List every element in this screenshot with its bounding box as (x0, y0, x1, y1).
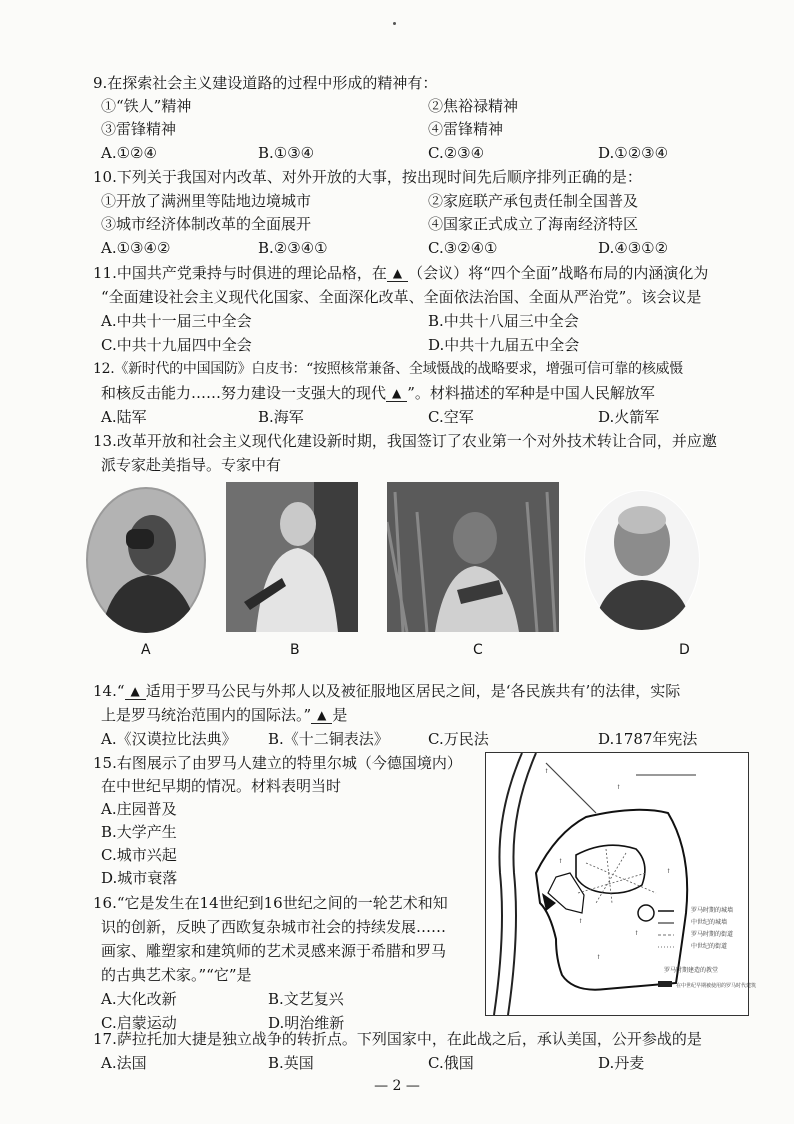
q13-line2: 派专家赴美指导。专家中有 (101, 456, 282, 474)
q10-option-b[interactable]: B.②③④① (258, 239, 328, 257)
map-legend-roman-street: 罗马时期的街道 (691, 931, 734, 938)
portrait-c-image (387, 482, 559, 632)
q13-line1: 13.改革开放和社会主义现代化建设新时期，我国签订了农业第一个对外技术转让合同，并应邀 (93, 432, 717, 450)
q17-option-d[interactable]: D.丹麦 (598, 1054, 645, 1072)
q15-option-c[interactable]: C.城市兴起 (101, 846, 177, 864)
q10-item-2: ②家庭联产承包责任制全国普及 (428, 192, 639, 210)
q10-option-d[interactable]: D.④③①② (598, 239, 669, 257)
q14-option-b[interactable]: B.《十二铜表法》 (268, 730, 389, 748)
q16-line4: 的古典艺术家。”“它”是 (101, 966, 252, 984)
q10-stem: 10.下列关于我国对内改革、对外开放的大事，按出现时间先后顺序排列正确的是： (93, 168, 642, 186)
q16-option-b[interactable]: B.文艺复兴 (268, 990, 344, 1008)
q15-option-a[interactable]: A.庄园普及 (101, 800, 177, 818)
portrait-photo-b[interactable] (226, 482, 358, 632)
q9-item-2: ②焦裕禄精神 (428, 97, 519, 115)
svg-text:↑: ↑ (596, 954, 602, 961)
q9-option-c[interactable]: C.②③④ (428, 144, 485, 162)
svg-text:↑: ↑ (666, 868, 672, 875)
q16-option-d[interactable]: D.明治维新 (268, 1014, 345, 1032)
q16-option-a[interactable]: A.大化改新 (101, 990, 177, 1008)
q11-line1: 11.中国共产党秉持与时俱进的理论品格，在 ▲ （会议）将“四个全面”战略布局的内涵演化为 (93, 264, 709, 282)
q14-line1: 14.“ ▲ 适用于罗马公民与外邦人以及被征服地区居民之间，是‘各民族共有’的法律，实际 (93, 682, 681, 700)
q17-option-b[interactable]: B.英国 (268, 1054, 314, 1072)
q14-option-d[interactable]: D.1787年宪法 (598, 730, 698, 748)
portrait-a-image (86, 487, 206, 633)
q14-blank-2: ▲ (311, 707, 332, 724)
trier-map-drawing (486, 753, 748, 1015)
q9-option-d[interactable]: D.①②③④ (598, 144, 669, 162)
q15-line2: 在中世纪早期的情况。材料表明当时 (101, 777, 342, 795)
q12-blank: ▲ (386, 385, 407, 402)
q10-item-3: ③城市经济体制改革的全面展开 (101, 215, 312, 233)
q16-line3: 画家、雕塑家和建筑师的艺术灵感来源于希腊和罗马 (101, 942, 447, 960)
q16-line2: 识的创新，反映了西欧复杂城市社会的持续发展…… (101, 918, 447, 936)
map-legend-medieval-street: 中世纪的街道 (691, 943, 728, 950)
map-legend-roman-building: 在中世纪早期被使用的罗马时代建筑 (676, 983, 757, 989)
q12-option-b[interactable]: B.海军 (258, 408, 304, 426)
q11-blank: ▲ (387, 265, 408, 282)
q9-item-4: ④雷锋精神 (428, 120, 504, 138)
svg-text:↑: ↑ (634, 930, 640, 937)
q9-option-a[interactable]: A.①②④ (101, 144, 157, 162)
q16-line1: 16.“它是发生在14世纪到16世纪之间的一轮艺术和知 (93, 894, 448, 912)
portrait-photo-a[interactable] (86, 487, 206, 633)
svg-text:↑: ↑ (544, 768, 550, 775)
q9-item-1: ①“铁人”精神 (101, 97, 192, 115)
q15-option-d[interactable]: D.城市衰落 (101, 869, 178, 887)
q11-option-a[interactable]: A.中共十一届三中全会 (101, 312, 252, 330)
q9-item-3: ③雷锋精神 (101, 120, 177, 138)
q10-item-4: ④国家正式成立了海南经济特区 (428, 215, 639, 233)
top-dot (393, 22, 396, 25)
map-legend-medieval-wall: 中世纪的城墙 (691, 919, 728, 926)
portrait-d-image (584, 490, 700, 630)
q17-option-c[interactable]: C.俄国 (428, 1054, 474, 1072)
q10-item-1: ①开放了满洲里等陆地边境城市 (101, 192, 312, 210)
q14-line2: 上是罗马统治范围内的国际法。” ▲ 是 (101, 706, 348, 724)
svg-text:↑: ↑ (578, 918, 584, 925)
q17-option-a[interactable]: A.法国 (101, 1054, 147, 1072)
q11-line2: “全面建设社会主义现代化国家、全面深化改革、全面依法治国、全面从严治党”。该会议是 (101, 288, 702, 306)
portrait-b-image (226, 482, 358, 632)
q10-option-c[interactable]: C.③②④① (428, 239, 498, 257)
q12-option-c[interactable]: C.空军 (428, 408, 474, 426)
q12-option-a[interactable]: A.陆军 (101, 408, 147, 426)
q12-line2: 和核反击能力……努力建设一支强大的现代 ▲ ”。材料描述的军种是中国人民解放军 (101, 384, 655, 402)
portrait-photo-d[interactable] (584, 490, 700, 630)
photo-label-a: A (141, 642, 151, 658)
trier-city-map (485, 752, 757, 1016)
map-legend-roman-church: 罗马时期建造的教堂 (664, 967, 719, 974)
q14-blank-1: ▲ (125, 683, 146, 700)
q17-stem: 17.萨拉托加大捷是独立战争的转折点。下列国家中，在此战之后，承认美国，公开参战的是 (93, 1030, 702, 1048)
q10-option-a[interactable]: A.①③④② (101, 239, 171, 257)
portrait-photo-c[interactable] (387, 482, 559, 632)
q15-line1: 15.右图展示了由罗马人建立的特里尔城（今德国境内） (93, 754, 462, 772)
q14-option-c[interactable]: C.万民法 (428, 730, 489, 748)
q11-option-b[interactable]: B.中共十八届三中全会 (428, 312, 579, 330)
page-number: — 2 — (374, 1078, 420, 1094)
q9-option-b[interactable]: B.①③④ (258, 144, 315, 162)
photo-label-c: C (473, 642, 483, 658)
svg-text:↑: ↑ (616, 784, 622, 791)
photo-label-b: B (290, 642, 300, 658)
q12-line1: 12.《新时代的中国国防》白皮书：“按照核常兼备、全域慑战的战略要求，增强可信可靠的核威慑 (93, 361, 683, 377)
q15-option-b[interactable]: B.大学产生 (101, 823, 177, 841)
map-legend-roman-wall: 罗马时期的城墙 (691, 907, 734, 914)
q12-option-d[interactable]: D.火箭军 (598, 408, 660, 426)
q11-option-c[interactable]: C.中共十九届四中全会 (101, 336, 252, 354)
photo-label-d: D (679, 642, 690, 658)
svg-text:↑: ↑ (558, 858, 564, 865)
q11-option-d[interactable]: D.中共十九届五中全会 (428, 336, 580, 354)
q14-option-a[interactable]: A.《汉谟拉比法典》 (101, 730, 237, 748)
q16-option-c[interactable]: C.启蒙运动 (101, 1014, 177, 1032)
q9-stem: 9.在探索社会主义建设道路的过程中形成的精神有： (93, 74, 438, 92)
